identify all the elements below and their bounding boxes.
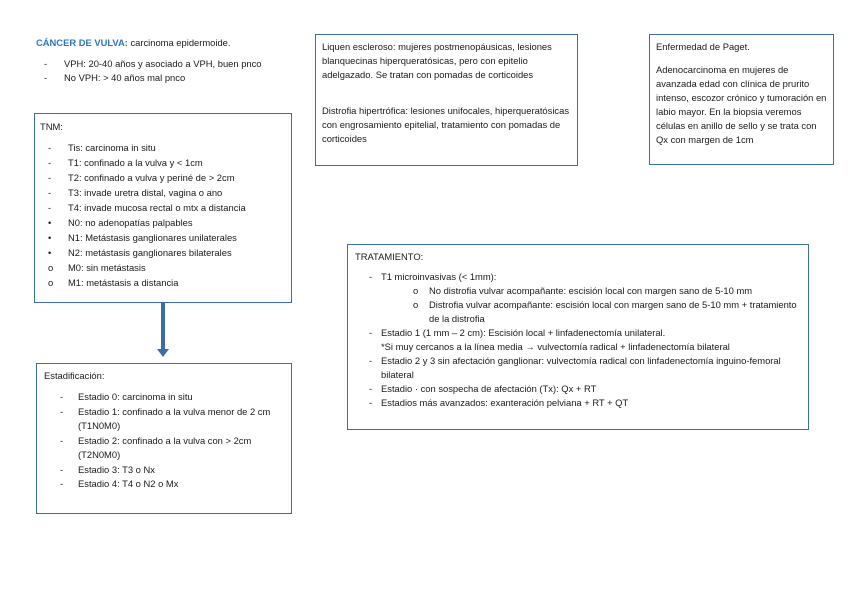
list-item: - VPH: 20-40 años y asociado a VPH, buen pnco [44, 58, 262, 69]
list-item: o M0: sin metástasis [48, 262, 146, 273]
arrow-head-icon [157, 349, 169, 357]
header-list [36, 57, 306, 85]
list-item: - T2: confinado a vulva y periné de > 2cm [48, 172, 235, 183]
distrofia-text: Distrofia hipertrófica: lesiones unifocales, hiperqueratósicas con engrosamiento epitelial, tratamiento con pomadas de corticoides [322, 105, 570, 144]
list-item: - Estadio 1 (1 mm – 2 cm): Escisión local + linfadenectomía unilateral. [369, 327, 666, 338]
sub-list-item: o No distrofia vulvar acompañante: escisión local con margen sano de 5-10 mm [413, 285, 753, 296]
estadificacion-title: Estadificación: [44, 370, 105, 381]
tratamiento-list [355, 270, 802, 410]
list-item: - T1: confinado a la vulva y < 1cm [48, 157, 203, 168]
estadificacion-list [44, 390, 285, 492]
list-item: - Estadio 2: confinado a la vulva con > 2cm (T2N0M0) [60, 434, 252, 460]
list-item: • N0: no adenopatías palpables [48, 217, 193, 228]
list-item: - Estadio 0: carcinoma in situ [60, 391, 193, 402]
list-item: - T3: invade uretra distal, vagina o ano [48, 187, 223, 198]
paget-box [649, 34, 834, 165]
note-item: *Si muy cercanos a la línea media → vulvectomía radical + linfadenectomía bilateral [381, 341, 730, 352]
list-item: - Tis: carcinoma in situ [48, 142, 156, 153]
list-item: - T1 microinvasivas (< 1mm): [369, 271, 497, 282]
list-item: - Estadio 3: T3 o Nx [60, 463, 155, 475]
list-item: - Estadio 4: T4 o N2 o Mx [60, 478, 179, 489]
tnm-box [34, 113, 292, 303]
list-item: - No VPH: > 40 años mal pnco [44, 72, 186, 83]
list-item: - Estadios más avanzados: exanteración pelviana + RT + QT [369, 397, 629, 408]
header-section [36, 36, 306, 85]
tnm-title: TNM: [40, 121, 63, 132]
header-line [36, 36, 306, 50]
estadificacion-box [36, 363, 292, 514]
liquen-box [315, 34, 578, 166]
list-item: - Estadio 2 y 3 sin afectación ganglionar: vulvectomía radical con linfadenectomía inguino-femoral bilateral [369, 355, 781, 380]
list-item: o M1: metástasis a distancia [48, 277, 179, 288]
paget-text: Adenocarcinoma en mujeres de avanzada edad con clínica de prurito intenso, escozor crónico y tumoración en labio mayor. En la biopsia veremos células en anillo de sello y se trata con Qx con margen de 1cm [656, 64, 827, 145]
down-arrow-icon [161, 302, 165, 350]
sub-list-item: o Distrofia vulvar acompañante: escisión local con margen sano de 5-10 mm + tratamiento de la distrofia [413, 299, 797, 324]
list-item: - Estadio 1: confinado a la vulva menor de 2 cm (T1N0M0) [60, 405, 271, 431]
list-item: - Estadio · con sospecha de afectación (Tx): Qx + RT [369, 383, 597, 394]
page-subtitle: carcinoma epidermoide. [130, 37, 231, 48]
tratamiento-box [347, 244, 809, 430]
tnm-list [40, 140, 285, 290]
page-title: CÁNCER DE VULVA: [36, 37, 128, 48]
liquen-text: Liquen escleroso: mujeres postmenopáusicas, lesiones blanquecinas hiperqueratósicas, pero con epitelio adelgazado. Se tratan con pomadas de corticoides [322, 41, 552, 80]
paget-title: Enfermedad de Paget. [656, 41, 750, 52]
list-item: • N2: metástasis ganglionares bilaterales [48, 247, 232, 258]
tratamiento-title: TRATAMIENTO: [355, 251, 424, 262]
list-item: • N1: Metástasis ganglionares unilaterales [48, 232, 237, 243]
list-item: - T4: invade mucosa rectal o mtx a distancia [48, 202, 246, 213]
